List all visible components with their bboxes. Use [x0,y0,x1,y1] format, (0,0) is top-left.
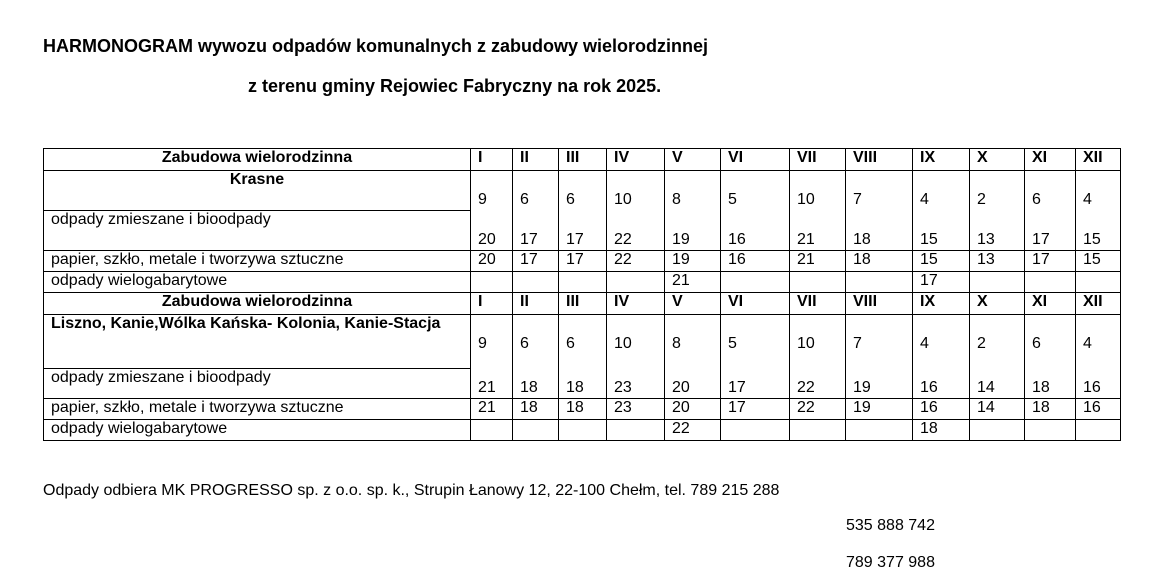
collection-date: 9 [478,191,487,208]
collection-date: 17 [566,231,584,248]
collection-date [1025,272,1076,293]
collection-date: 6 [520,335,529,352]
collection-date: 18 [559,399,607,420]
mixed-waste-dates-cell [513,171,559,251]
month-header: II [513,149,559,171]
collection-date: 17 [513,251,559,272]
mixed-waste-dates-cell [721,315,790,399]
mixed-waste-dates-cell [846,315,913,399]
collection-date: 19 [672,231,690,248]
collection-date: 16 [920,379,938,396]
collection-date: 19 [853,379,871,396]
collection-date: 13 [977,231,995,248]
collection-date: 22 [790,399,846,420]
document-subtitle: z terenu gminy Rejowiec Fabryczny na rok 2025. [248,76,662,96]
collection-date: 10 [797,191,815,208]
month-header: XII [1076,293,1121,315]
collection-date: 17 [1032,231,1050,248]
location-name: Liszno, Kanie,Wólka Kańska- Kolonia, Kanie-Stacja [44,315,471,369]
collection-date [513,420,559,441]
collection-date: 10 [797,335,815,352]
recyclables-row [44,399,1121,420]
collection-date [1076,420,1121,441]
collection-date: 6 [566,335,575,352]
collection-date: 18 [566,379,584,396]
collection-date: 7 [853,335,862,352]
mixed-waste-dates-cell [790,171,846,251]
collection-date: 19 [846,399,913,420]
section-header-row [44,149,1121,171]
mixed-waste-dates-cell [1025,315,1076,399]
month-header: XI [1025,293,1076,315]
mixed-waste-dates-cell [559,315,607,399]
section-header-label: Zabudowa wielorodzinna [44,149,471,171]
collection-date: 17 [520,231,538,248]
collection-date: 15 [920,231,938,248]
collection-date: 5 [728,191,737,208]
collection-date: 22 [797,379,815,396]
collection-date: 16 [1083,379,1101,396]
month-header: III [559,149,607,171]
waste-type-label: odpady wielogabarytowe [44,272,471,293]
month-header: VIII [846,149,913,171]
mixed-waste-dates-cell [913,171,970,251]
collection-date: 18 [1025,399,1076,420]
collection-date: 20 [665,399,721,420]
section-header-row [44,293,1121,315]
month-header: III [559,293,607,315]
collection-date: 9 [478,335,487,352]
collection-date [790,420,846,441]
collection-date [790,272,846,293]
collection-date: 21 [478,379,496,396]
recyclables-row [44,251,1121,272]
collection-date: 14 [977,379,995,396]
collection-date: 17 [721,399,790,420]
collection-date: 21 [471,399,513,420]
collection-date [970,272,1025,293]
mixed-waste-dates-cell [559,171,607,251]
month-header: X [970,149,1025,171]
collection-date: 17 [913,272,970,293]
collection-date: 8 [672,335,681,352]
month-header: I [471,293,513,315]
month-header: VIII [846,293,913,315]
collection-date: 22 [607,251,665,272]
collection-date: 15 [1083,231,1101,248]
waste-type-label: papier, szkło, metale i tworzywa sztuczne [44,251,471,272]
collection-date: 18 [520,379,538,396]
month-header: VI [721,149,790,171]
collection-date: 20 [672,379,690,396]
collection-date: 16 [1076,399,1121,420]
waste-type-label: odpady zmieszane i bioodpady [44,369,471,399]
collection-date: 14 [970,399,1025,420]
location-row [44,315,1121,369]
collection-date [846,420,913,441]
month-header: V [665,149,721,171]
mixed-waste-dates-cell [665,171,721,251]
collection-date [471,272,513,293]
collection-date: 15 [1076,251,1121,272]
collection-date: 8 [672,191,681,208]
collection-date: 4 [1083,335,1092,352]
collection-date: 18 [846,251,913,272]
mixed-waste-dates-cell [790,315,846,399]
month-header: XI [1025,149,1076,171]
collection-date: 17 [1025,251,1076,272]
collector-info: Odpady odbiera MK PROGRESSO sp. z o.o. sp. k., Strupin Łanowy 12, 22-100 Chełm, tel. 789 215 288 [43,482,780,499]
collection-date [721,420,790,441]
mixed-waste-dates-cell [607,315,665,399]
collection-date: 4 [1083,191,1092,208]
month-header: IX [913,293,970,315]
collection-date: 10 [614,335,632,352]
collection-date: 16 [913,399,970,420]
collection-date [1025,420,1076,441]
collection-date [607,420,665,441]
collection-date: 20 [471,251,513,272]
collection-date [471,420,513,441]
mixed-waste-dates-cell [721,171,790,251]
mixed-waste-dates-cell [1076,171,1121,251]
month-header: IV [607,149,665,171]
collection-date [513,272,559,293]
collection-date: 16 [721,251,790,272]
month-header: VII [790,293,846,315]
collection-date: 16 [728,231,746,248]
collection-date [559,272,607,293]
collection-date [559,420,607,441]
collection-date [607,272,665,293]
month-header: X [970,293,1025,315]
waste-type-label: papier, szkło, metale i tworzywa sztuczne [44,399,471,420]
collection-date: 4 [920,191,929,208]
location-name: Krasne [44,171,471,211]
schedule-table [43,148,1121,441]
collection-date: 21 [790,251,846,272]
mixed-waste-dates-cell [471,315,513,399]
collection-date: 18 [1032,379,1050,396]
collection-date: 22 [614,231,632,248]
phone-number: 535 888 742 [846,517,935,534]
collection-date: 17 [728,379,746,396]
month-header: VII [790,149,846,171]
mixed-waste-dates-cell [913,315,970,399]
section-header-label: Zabudowa wielorodzinna [44,293,471,315]
collection-date: 19 [665,251,721,272]
mixed-waste-dates-cell [970,171,1025,251]
month-header: I [471,149,513,171]
mixed-waste-dates-cell [513,315,559,399]
month-header: IV [607,293,665,315]
bulky-waste-row [44,420,1121,441]
collection-date: 2 [977,335,986,352]
collection-date: 20 [478,231,496,248]
collection-date: 2 [977,191,986,208]
bulky-waste-row [44,272,1121,293]
collection-date: 18 [853,231,871,248]
collection-date: 17 [559,251,607,272]
collection-date: 6 [520,191,529,208]
collection-date: 6 [1032,191,1041,208]
collection-date [970,420,1025,441]
mixed-waste-dates-cell [471,171,513,251]
month-header: V [665,293,721,315]
mixed-waste-dates-cell [1076,315,1121,399]
month-header: IX [913,149,970,171]
collection-date: 22 [665,420,721,441]
collection-date: 18 [913,420,970,441]
month-header: VI [721,293,790,315]
collection-date: 13 [970,251,1025,272]
collection-date [846,272,913,293]
collection-date: 23 [607,399,665,420]
collection-date: 4 [920,335,929,352]
waste-type-label: odpady wielogabarytowe [44,420,471,441]
collection-date [1076,272,1121,293]
collection-date: 21 [797,231,815,248]
phone-number: 789 377 988 [846,554,935,571]
collection-date: 15 [913,251,970,272]
collection-date: 6 [1032,335,1041,352]
month-header: XII [1076,149,1121,171]
mixed-waste-dates-cell [846,171,913,251]
mixed-waste-dates-cell [1025,171,1076,251]
collection-date: 18 [513,399,559,420]
collection-date: 10 [614,191,632,208]
collection-date: 6 [566,191,575,208]
waste-type-label: odpady zmieszane i bioodpady [44,211,471,251]
collection-date: 21 [665,272,721,293]
mixed-waste-dates-cell [970,315,1025,399]
collection-date: 5 [728,335,737,352]
document-title: HARMONOGRAM wywozu odpadów komunalnych z zabudowy wielorodzinnej [43,36,709,56]
collection-date [721,272,790,293]
collection-date: 23 [614,379,632,396]
month-header: II [513,293,559,315]
mixed-waste-dates-cell [607,171,665,251]
mixed-waste-dates-cell [665,315,721,399]
collection-date: 7 [853,191,862,208]
location-row [44,171,1121,211]
